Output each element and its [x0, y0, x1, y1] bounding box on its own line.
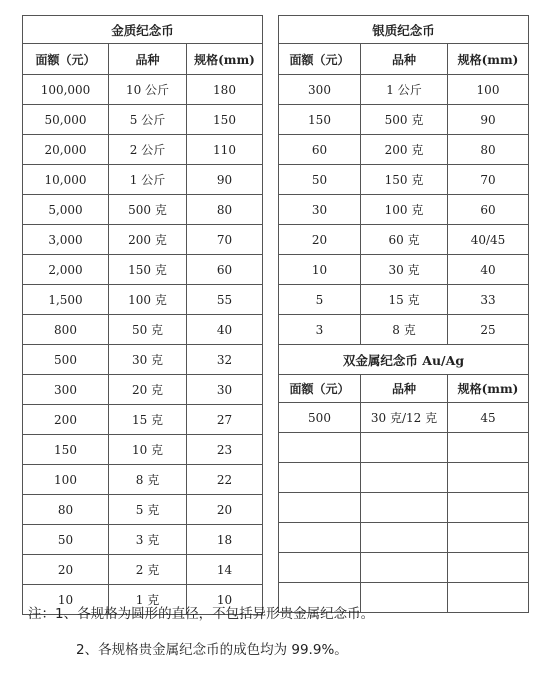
table-row [279, 195, 529, 225]
table-row [279, 75, 529, 105]
table-cell: 800 [23, 315, 109, 345]
empty-cell [279, 553, 361, 583]
table-cell: 150 [23, 435, 109, 465]
table-cell: 5 [279, 285, 361, 315]
table-cell: 50 克 [109, 315, 187, 345]
table-row [279, 315, 529, 345]
table-cell: 1 公斤 [361, 75, 448, 105]
table-cell: 8 克 [109, 465, 187, 495]
table-cell: 500 克 [109, 195, 187, 225]
gold-header-variety: 品种 [109, 44, 187, 75]
table-cell: 100,000 [23, 75, 109, 105]
empty-cell [448, 523, 529, 553]
table-cell: 60 [448, 195, 529, 225]
table-cell: 22 [187, 465, 263, 495]
table-cell: 100 [23, 465, 109, 495]
table-cell: 2 克 [109, 555, 187, 585]
empty-row [279, 553, 529, 583]
table-cell: 70 [448, 165, 529, 195]
table-row [23, 225, 263, 255]
table-cell: 70 [187, 225, 263, 255]
empty-cell [279, 493, 361, 523]
table-cell: 180 [187, 75, 263, 105]
empty-row [279, 463, 529, 493]
table-cell: 1,500 [23, 285, 109, 315]
table-cell: 30 [187, 375, 263, 405]
empty-cell [279, 433, 361, 463]
empty-cell [448, 433, 529, 463]
table-row [279, 135, 529, 165]
table-row [23, 375, 263, 405]
table-cell: 90 [187, 165, 263, 195]
table-cell: 80 [23, 495, 109, 525]
table-cell: 20,000 [23, 135, 109, 165]
table-cell: 8 克 [361, 315, 448, 345]
gold-header-size: 规格(mm) [187, 44, 263, 75]
table-row [23, 435, 263, 465]
table-row [23, 525, 263, 555]
table-cell: 20 克 [109, 375, 187, 405]
silver-header-size: 规格(mm) [448, 44, 529, 75]
table-row [23, 345, 263, 375]
table-row [23, 495, 263, 525]
table-cell: 10 克 [109, 435, 187, 465]
gold-coin-table [22, 15, 263, 615]
table-row [23, 75, 263, 105]
empty-cell [361, 553, 448, 583]
table-cell: 150 [279, 105, 361, 135]
table-cell: 3 克 [109, 525, 187, 555]
bimetal-header-denomination: 面额（元） [279, 375, 361, 403]
table-cell: 1 克 [109, 585, 187, 615]
silver-coin-table [278, 15, 529, 613]
table-row [23, 285, 263, 315]
table-row [23, 255, 263, 285]
table-cell: 1 公斤 [109, 165, 187, 195]
table-row [23, 555, 263, 585]
table-cell: 60 [187, 255, 263, 285]
table-cell: 50 [23, 525, 109, 555]
table-cell: 3 [279, 315, 361, 345]
empty-cell [361, 523, 448, 553]
gold-table-body [23, 75, 263, 615]
table-cell: 60 克 [361, 225, 448, 255]
table-cell: 25 [448, 315, 529, 345]
table-cell: 150 克 [361, 165, 448, 195]
empty-cell [279, 463, 361, 493]
table-cell: 100 [448, 75, 529, 105]
empty-cell [448, 553, 529, 583]
table-cell: 200 克 [109, 225, 187, 255]
table-cell: 100 克 [361, 195, 448, 225]
bimetal-table-body [279, 403, 529, 613]
table-row [279, 285, 529, 315]
table-cell: 80 [187, 195, 263, 225]
table-cell: 30 克 [361, 255, 448, 285]
table-cell: 90 [448, 105, 529, 135]
empty-cell [361, 433, 448, 463]
table-cell: 100 克 [109, 285, 187, 315]
table-cell: 5 公斤 [109, 105, 187, 135]
table-row [279, 165, 529, 195]
table-row [279, 225, 529, 255]
silver-header-denomination: 面额（元） [279, 44, 361, 75]
table-cell: 40/45 [448, 225, 529, 255]
table-cell: 50 [279, 165, 361, 195]
table-cell: 500 克 [361, 105, 448, 135]
table-cell: 27 [187, 405, 263, 435]
table-row [23, 465, 263, 495]
table-cell: 200 克 [361, 135, 448, 165]
table-cell: 40 [448, 255, 529, 285]
table-row [23, 315, 263, 345]
table-cell: 150 [187, 105, 263, 135]
table-cell: 10,000 [23, 165, 109, 195]
table-cell: 5,000 [23, 195, 109, 225]
table-cell: 10 [23, 585, 109, 615]
table-cell: 30 [279, 195, 361, 225]
table-cell: 10 公斤 [109, 75, 187, 105]
table-cell: 50,000 [23, 105, 109, 135]
table-cell: 150 克 [109, 255, 187, 285]
table-cell: 5 克 [109, 495, 187, 525]
table-cell: 15 克 [361, 285, 448, 315]
footnote-2: 2、各规格贵金属纪念币的成色均为 99.9%。 [76, 642, 348, 658]
silver-header-variety: 品种 [361, 44, 448, 75]
table-row [279, 403, 529, 433]
table-cell: 10 [279, 255, 361, 285]
empty-cell [361, 493, 448, 523]
empty-row [279, 493, 529, 523]
table-cell: 500 [23, 345, 109, 375]
silver-table-title: 银质纪念币 [279, 16, 529, 44]
empty-row [279, 523, 529, 553]
table-cell: 14 [187, 555, 263, 585]
table-cell: 20 [23, 555, 109, 585]
empty-cell [448, 583, 529, 613]
table-row [23, 135, 263, 165]
table-cell: 45 [448, 403, 529, 433]
table-row [23, 165, 263, 195]
table-cell: 23 [187, 435, 263, 465]
table-cell: 2 公斤 [109, 135, 187, 165]
table-row [23, 195, 263, 225]
table-cell: 200 [23, 405, 109, 435]
table-cell: 20 [187, 495, 263, 525]
bimetal-section [279, 345, 529, 403]
table-cell: 500 [279, 403, 361, 433]
gold-table-title: 金质纪念币 [23, 16, 263, 44]
empty-row [279, 433, 529, 463]
table-cell: 55 [187, 285, 263, 315]
table-row [23, 105, 263, 135]
empty-cell [361, 463, 448, 493]
footnote-1: 注：1、各规格为圆形的直径，不包括异形贵金属纪念币。 [28, 606, 375, 622]
table-cell: 20 [279, 225, 361, 255]
silver-table-body [279, 75, 529, 345]
empty-cell [448, 493, 529, 523]
table-cell: 2,000 [23, 255, 109, 285]
table-row [279, 255, 529, 285]
table-cell: 60 [279, 135, 361, 165]
table-cell: 300 [23, 375, 109, 405]
table-cell: 80 [448, 135, 529, 165]
empty-cell [279, 523, 361, 553]
table-cell: 33 [448, 285, 529, 315]
table-cell: 18 [187, 525, 263, 555]
table-cell: 10 [187, 585, 263, 615]
table-cell: 3,000 [23, 225, 109, 255]
table-cell: 15 克 [109, 405, 187, 435]
table-cell: 110 [187, 135, 263, 165]
bimetal-table-title: 双金属纪念币 Au/Ag [279, 345, 529, 375]
table-cell: 30 克/12 克 [361, 403, 448, 433]
table-cell: 30 克 [109, 345, 187, 375]
table-row [23, 405, 263, 435]
table-row [279, 105, 529, 135]
table-cell: 40 [187, 315, 263, 345]
empty-cell [448, 463, 529, 493]
bimetal-header-size: 规格(mm) [448, 375, 529, 403]
gold-header-denomination: 面额（元） [23, 44, 109, 75]
table-cell: 32 [187, 345, 263, 375]
bimetal-header-variety: 品种 [361, 375, 448, 403]
table-cell: 300 [279, 75, 361, 105]
